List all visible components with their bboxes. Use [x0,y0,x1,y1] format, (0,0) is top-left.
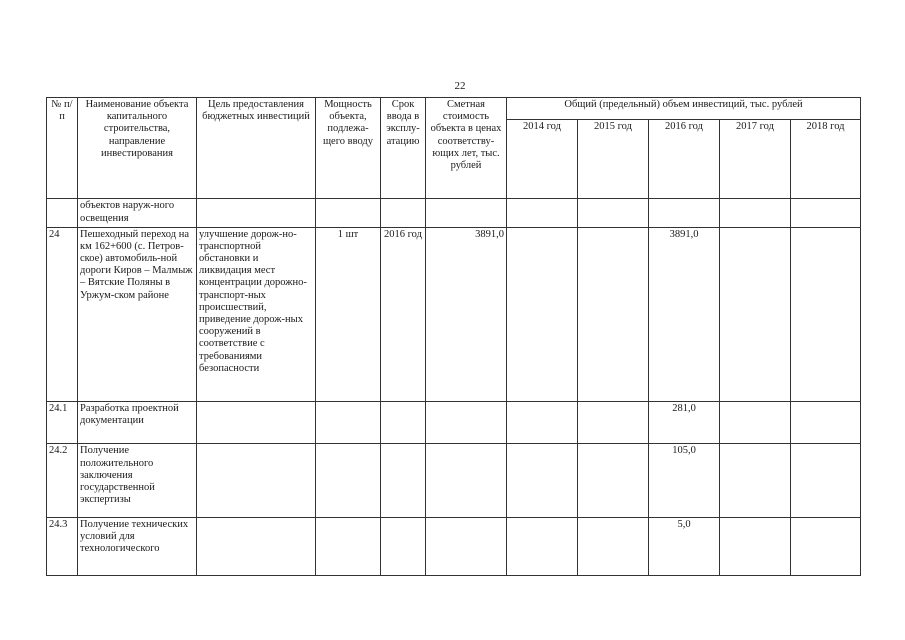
cell-cost [426,199,507,227]
header-total-investment-label: Общий (предельный) объем инвестиций, тыс. рублей [564,99,803,110]
header-capacity [316,98,381,199]
cell-2015 [578,444,649,517]
header-deadline-label: Срок ввода в эксплу-атацию [386,99,420,147]
cell-goal [197,444,316,517]
header-cost-label: Сметная стоимость объекта в ценах соответству-ющих лет, тыс. рублей [430,99,502,172]
cell-capacity [316,517,381,575]
cell-num: 24.1 [47,402,78,444]
cell-2015 [578,517,649,575]
cell-cost [426,402,507,444]
cell-2018 [791,227,861,402]
cell-2016: 3891,0 [649,227,720,402]
cell-2017 [720,402,791,444]
header-name-label: Наименование объекта капитального строительства, направление инвестирования [85,99,189,159]
cell-cost [426,517,507,575]
header-deadline [381,98,426,199]
cell-deadline [381,517,426,575]
cell-2015 [578,227,649,402]
cell-2014 [507,227,578,402]
cell-2018 [791,444,861,517]
header-total-investment [507,98,861,120]
cell-2016 [649,199,720,227]
cell-deadline: 2016 год [381,227,426,402]
cell-2018 [791,517,861,575]
cell-2017 [720,517,791,575]
investment-table [46,97,861,576]
header-cost [426,98,507,199]
cell-num: 24.2 [47,444,78,517]
cell-goal [197,199,316,227]
cell-name: Получение технических условий для технологического [78,517,197,575]
header-year-2016: 2016 год [649,120,720,199]
cell-2018 [791,402,861,444]
header-num [47,98,78,199]
table-row [47,227,861,402]
cell-capacity [316,444,381,517]
header-goal-label: Цель предоставления бюджетных инвестиций [202,99,310,123]
header-year-2018: 2018 год [791,120,861,199]
cell-name: Пешеходный переход на км 162+600 (с. Петров-ское) автомобиль-ной дороги Киров – Малмыж – Вятские Поляны в Уржум-ском районе [78,227,197,402]
cell-name: Разработка проектной документации [78,402,197,444]
header-year-2017: 2017 год [720,120,791,199]
header-num-label: № п/п [51,99,73,123]
cell-2017 [720,227,791,402]
cell-cost: 3891,0 [426,227,507,402]
cell-goal [197,517,316,575]
cell-2016: 281,0 [649,402,720,444]
header-year-2015: 2015 год [578,120,649,199]
cell-num [47,199,78,227]
cell-name: объектов наруж-ного освещения [78,199,197,227]
table-row [47,402,861,444]
cell-2015 [578,199,649,227]
cell-2014 [507,517,578,575]
cell-deadline [381,402,426,444]
cell-2018 [791,199,861,227]
cell-2017 [720,444,791,517]
cell-deadline [381,444,426,517]
cell-2016: 5,0 [649,517,720,575]
cell-num: 24 [47,227,78,402]
cell-2014 [507,199,578,227]
cell-name: Получение положительного заключения государственной экспертизы [78,444,197,517]
header-year-2014: 2014 год [507,120,578,199]
cell-2014 [507,402,578,444]
cell-goal [197,402,316,444]
cell-2016: 105,0 [649,444,720,517]
cell-num: 24.3 [47,517,78,575]
header-goal [197,98,316,199]
header-name [78,98,197,199]
table-row [47,517,861,575]
cell-2014 [507,444,578,517]
cell-deadline [381,199,426,227]
header-capacity-label: Мощность объекта, подлежа-щего вводу [322,99,374,147]
cell-2017 [720,199,791,227]
page-number: 22 [454,80,466,92]
cell-goal: улучшение дорож-но-транспортной обстановки и ликвидация мест концентрации дорожно-транспорт-ных происшествий, приведение дорож-ных сооружений в соответствие с требованиями безопасности [197,227,316,402]
cell-2015 [578,402,649,444]
cell-capacity [316,199,381,227]
cell-capacity: 1 шт [316,227,381,402]
cell-cost [426,444,507,517]
table-row [47,199,861,227]
table-row [47,444,861,517]
cell-capacity [316,402,381,444]
